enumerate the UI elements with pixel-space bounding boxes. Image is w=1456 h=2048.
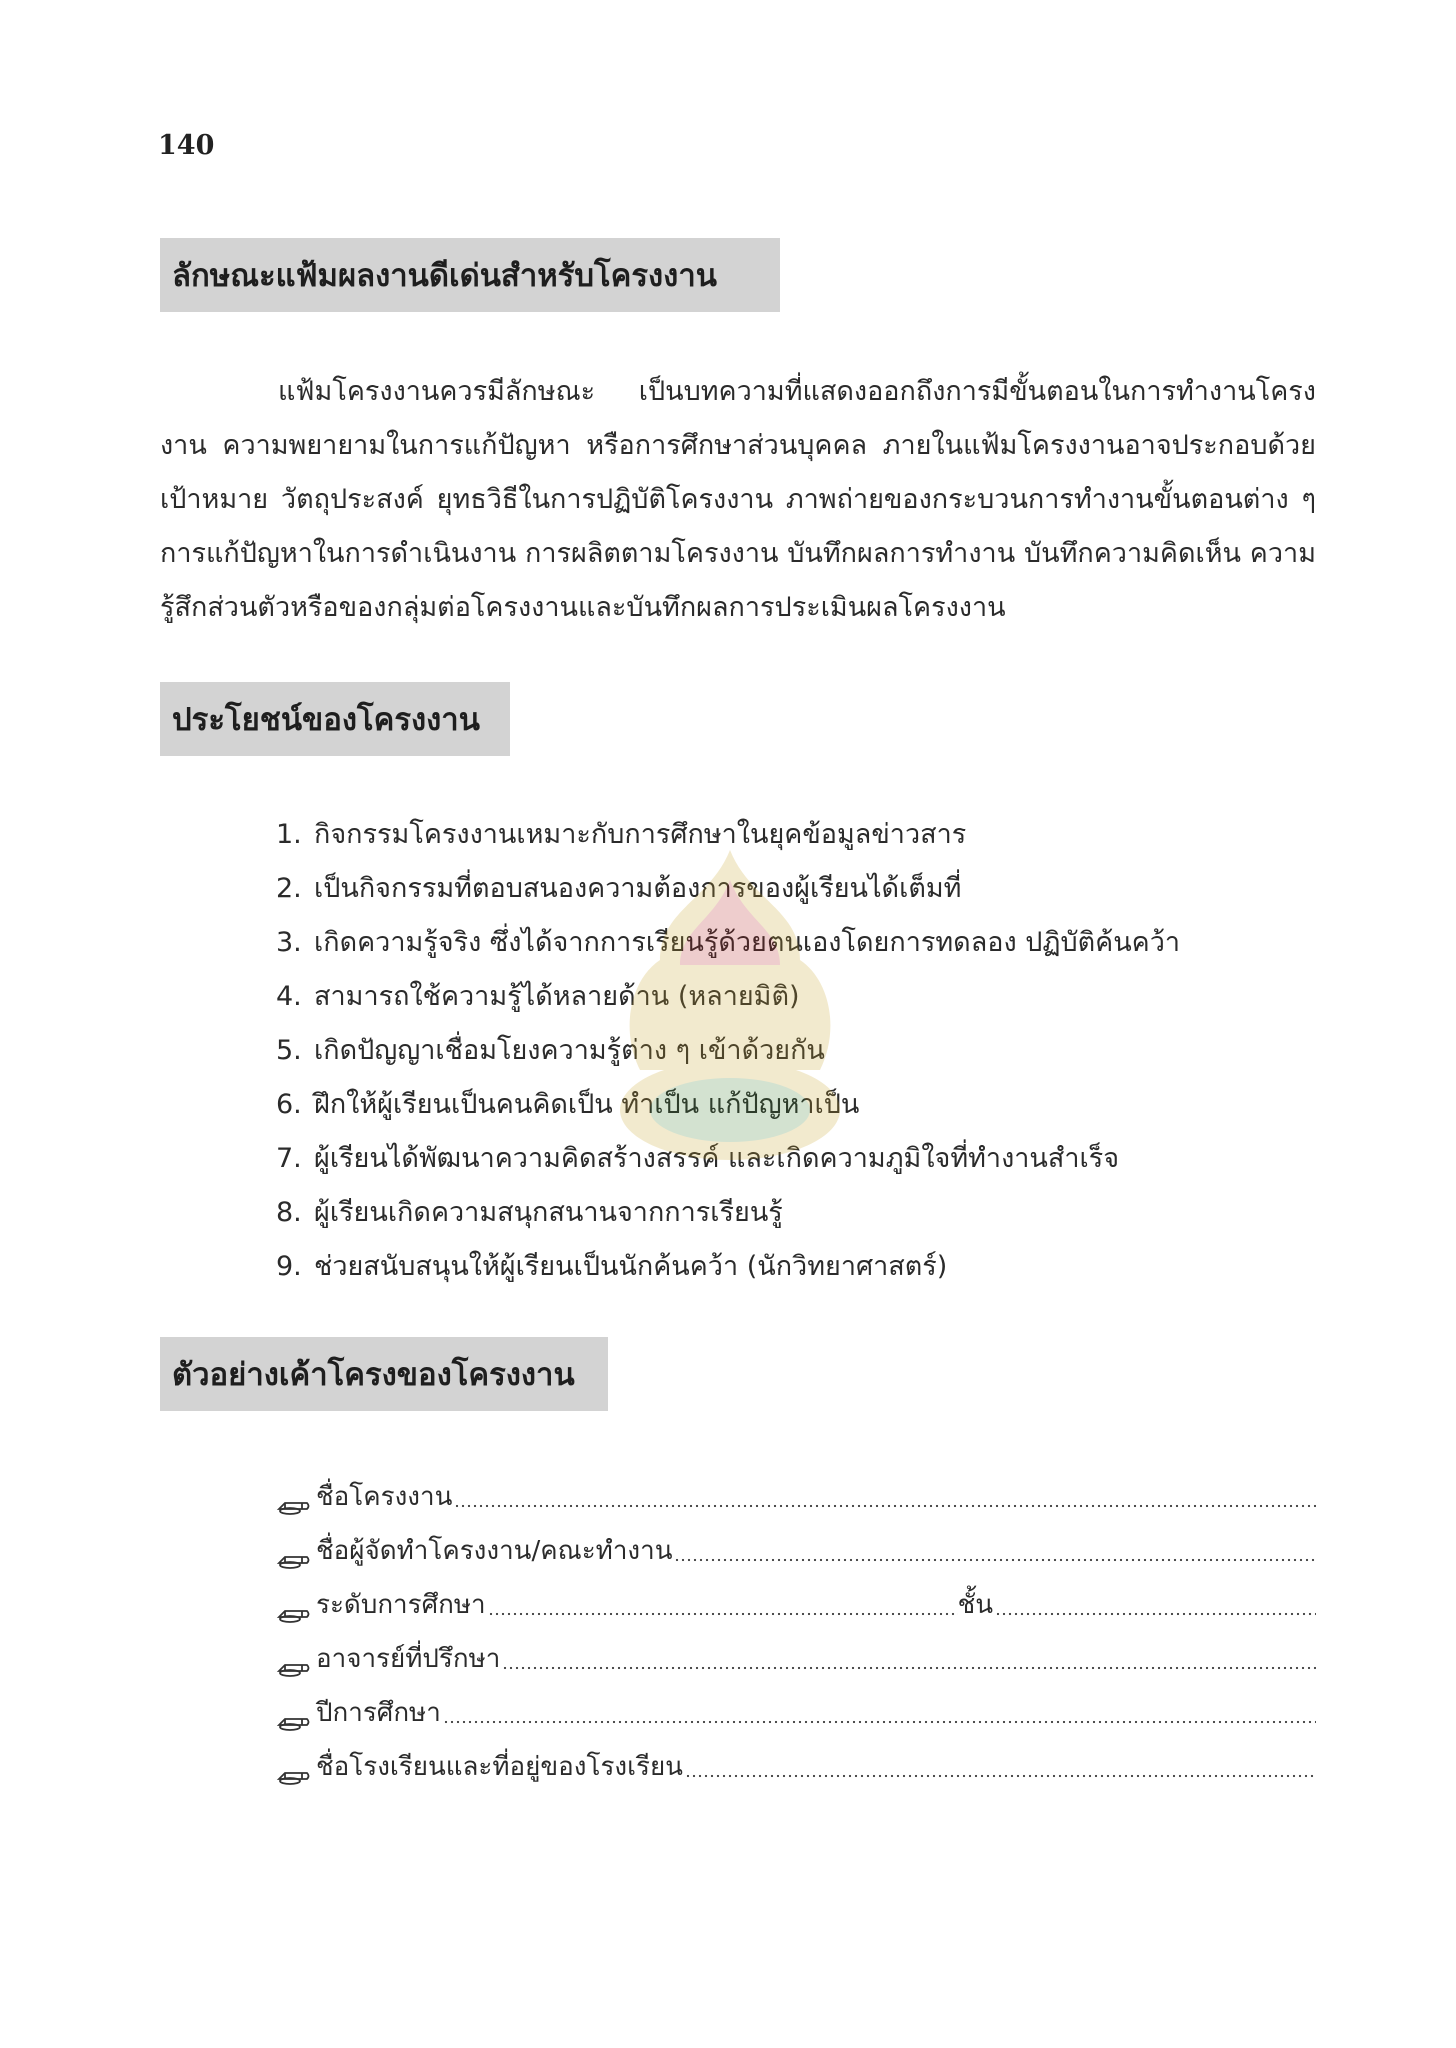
benefit-number: 7.	[276, 1143, 302, 1174]
benefit-text: เป็นกิจกรรมที่ตอบสนองความต้องการของผู้เรียนได้เต็มที่	[314, 873, 962, 904]
section-heading-benefits	[160, 682, 510, 756]
benefit-text: เกิดความรู้จริง ซึ่งได้จากการเรียนรู้ด้วยตนเองโดยการทดลอง ปฏิบัติค้นคว้า	[314, 927, 1181, 958]
benefits-list	[276, 808, 1180, 1294]
benefit-item	[276, 1132, 1180, 1186]
pencil-icon	[276, 1705, 312, 1731]
outline-label: ระดับการศึกษา	[316, 1590, 486, 1620]
benefit-text: กิจกรรมโครงงานเหมาะกับการศึกษาในยุคข้อมูลข่าวสาร	[314, 819, 967, 850]
outline-label: ชื่อโครงงาน	[316, 1482, 453, 1512]
fill-in-line	[454, 1503, 1316, 1509]
section-heading-outline	[160, 1337, 608, 1411]
benefit-text: ช่วยสนับสนุนให้ผู้เรียนเป็นนักค้นคว้า (นักวิทยาศาสตร์)	[314, 1251, 948, 1282]
outline-item	[276, 1517, 1316, 1571]
outline-item	[276, 1463, 1316, 1517]
outline-label: ชื่อผู้จัดทำโครงงาน/คณะทำงาน	[316, 1536, 673, 1566]
portfolio-paragraph: แฟ้มโครงงานควรมีลักษณะ เป็นบทความที่แสดงออกถึงการมีขั้นตอนในการทำงานโครงงาน ความพยายามในการแก้ปัญหา หรือการศึกษาส่วนบุคคล ภายในแฟ้มโครงงานอาจประกอบด้วย เป้าหมาย วัตถุประสงค์ ยุทธวิธีในการปฏิบัติโครงงาน ภาพถ่ายของกระบวนการทำงานขั้นตอนต่าง ๆ การแก้ปัญหาในการดำเนินงาน การผลิตตามโครงงาน บันทึกผลการทำงาน บันทึกความคิดเห็น ความรู้สึกส่วนตัวหรือของกลุ่มต่อโครงงานและบันทึกผลการประเมินผลโครงงาน	[160, 376, 1316, 623]
pencil-icon	[276, 1597, 312, 1623]
outline-item	[276, 1625, 1316, 1679]
benefit-text: ฝึกให้ผู้เรียนเป็นคนคิดเป็น ทำเป็น แก้ปัญหาเป็น	[314, 1089, 860, 1120]
section-heading-portfolio	[160, 238, 780, 312]
benefit-number: 5.	[276, 1035, 302, 1066]
section-title: ลักษณะแฟ้มผลงานดีเด่นสำหรับโครงงาน	[172, 258, 717, 294]
outline-list	[276, 1463, 1316, 1787]
pencil-icon	[276, 1489, 312, 1515]
benefit-item	[276, 1078, 1180, 1132]
outline-item	[276, 1679, 1316, 1733]
benefit-item	[276, 1240, 1180, 1294]
section-title: ประโยชน์ของโครงงาน	[172, 702, 480, 738]
page-number: 140	[158, 130, 215, 161]
benefit-item	[276, 916, 1180, 970]
benefit-number: 8.	[276, 1197, 302, 1228]
outline-label: อาจารย์ที่ปรึกษา	[316, 1644, 501, 1674]
fill-in-line	[502, 1665, 1316, 1671]
outline-label: ชื่อโรงเรียนและที่อยู่ของโรงเรียน	[316, 1752, 683, 1782]
fill-in-line	[488, 1611, 958, 1617]
outline-item	[276, 1571, 1316, 1625]
pencil-icon	[276, 1543, 312, 1569]
benefit-item	[276, 970, 1180, 1024]
benefit-number: 3.	[276, 927, 302, 958]
benefit-text: สามารถใช้ความรู้ได้หลายด้าน (หลายมิติ)	[314, 981, 800, 1012]
pencil-icon	[276, 1651, 312, 1677]
benefit-number: 6.	[276, 1089, 302, 1120]
outline-item	[276, 1733, 1316, 1787]
section-title: ตัวอย่างเค้าโครงของโครงงาน	[172, 1357, 575, 1393]
benefit-text: เกิดปัญญาเชื่อมโยงความรู้ต่าง ๆ เข้าด้วยกัน	[314, 1035, 825, 1066]
benefit-number: 1.	[276, 819, 302, 850]
fill-in-line	[685, 1773, 1316, 1779]
fill-in-line	[443, 1719, 1316, 1725]
outline-label-grade: ชั้น	[957, 1590, 994, 1620]
benefit-number: 4.	[276, 981, 302, 1012]
benefit-item	[276, 1024, 1180, 1078]
benefit-number: 2.	[276, 873, 302, 904]
benefit-item	[276, 808, 1180, 862]
fill-in-line	[674, 1557, 1316, 1563]
outline-label: ปีการศึกษา	[316, 1698, 441, 1728]
benefit-number: 9.	[276, 1251, 302, 1282]
benefit-item	[276, 862, 1180, 916]
benefit-item	[276, 1186, 1180, 1240]
fill-in-line	[995, 1611, 1316, 1617]
benefit-text: ผู้เรียนได้พัฒนาความคิดสร้างสรรค์ และเกิดความภูมิใจที่ทำงานสำเร็จ	[314, 1143, 1120, 1174]
pencil-icon	[276, 1759, 312, 1785]
benefit-text: ผู้เรียนเกิดความสนุกสนานจากการเรียนรู้	[314, 1197, 783, 1228]
